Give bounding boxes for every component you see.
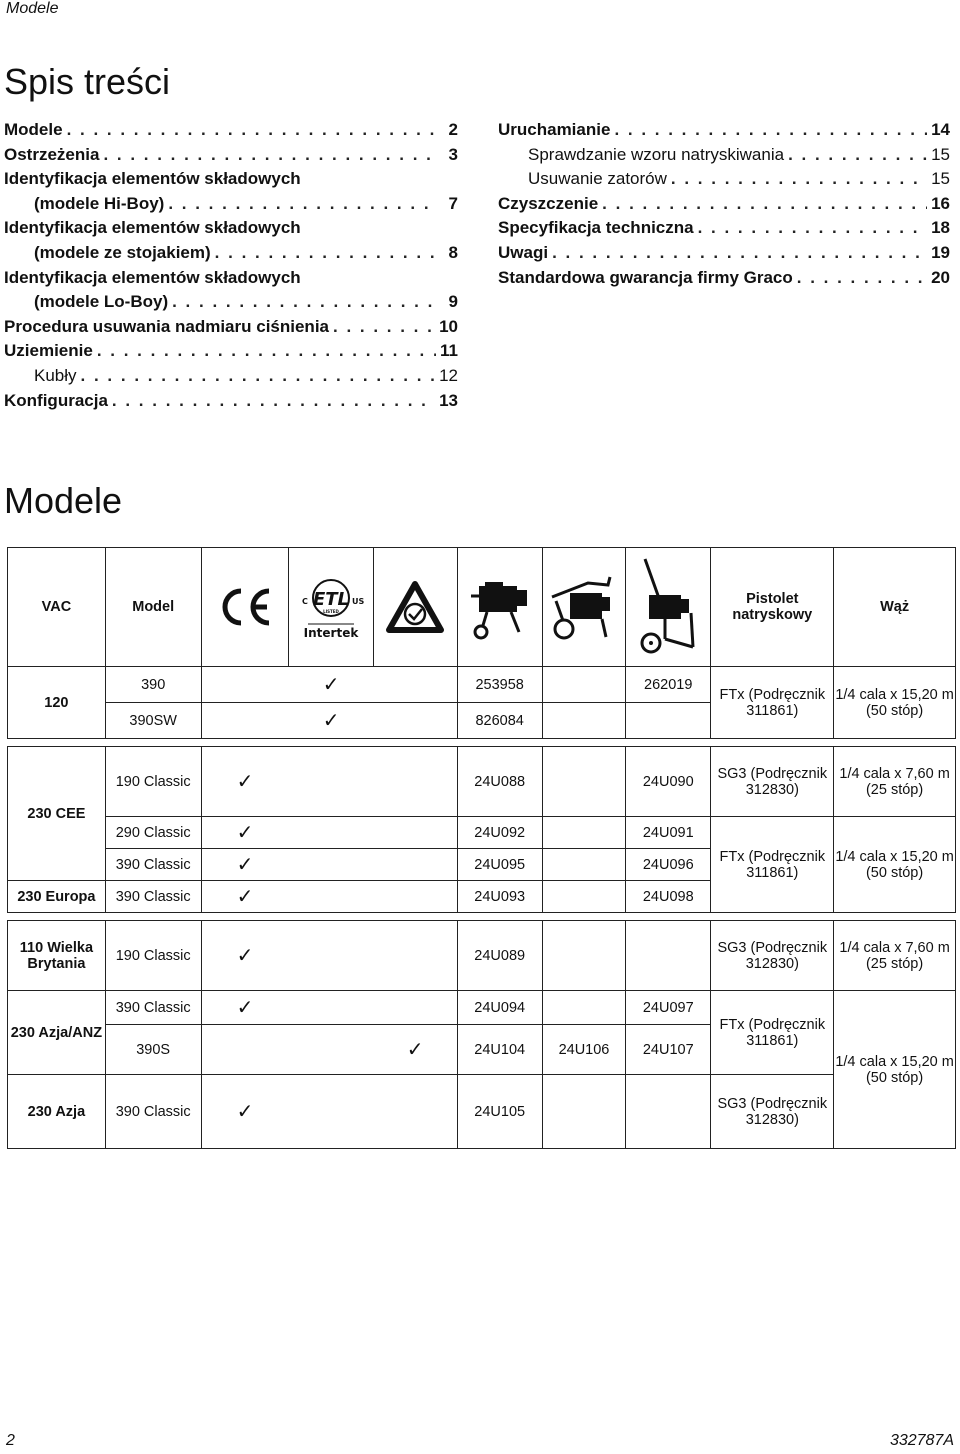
toc-leader-dots	[81, 364, 436, 389]
document-number: 332787A	[889, 1432, 954, 1449]
toc-page-number: 12	[439, 365, 458, 385]
svg-text:ETL: ETL	[313, 589, 350, 610]
ce-check-icon: ✓	[201, 817, 288, 849]
toc-entry[interactable]	[4, 364, 458, 389]
toc-entry[interactable]	[4, 143, 458, 168]
hi-boy-sprayer-icon	[626, 548, 711, 667]
toc-entry-label: Procedura usuwania nadmiaru ciśnienia	[4, 316, 329, 336]
toc-entry[interactable]	[4, 339, 458, 364]
toc-entry[interactable]	[498, 167, 950, 192]
toc-leader-dots	[333, 315, 435, 340]
vac-cell: 120	[8, 667, 106, 739]
toc-leader-dots	[97, 339, 436, 364]
toc-page-number: 20	[931, 267, 950, 287]
toc-entry[interactable]	[4, 192, 458, 217]
models-table	[7, 547, 956, 1149]
toc-page-number: 3	[448, 144, 458, 164]
toc-entry[interactable]	[4, 315, 458, 340]
toc-entry[interactable]	[498, 241, 950, 266]
vac-cell: 230 Europa	[8, 881, 106, 913]
ce-check-icon: ✓	[201, 747, 288, 817]
ce-check-icon: ✓	[201, 921, 288, 991]
hi-boy-part-cell: 24U097	[626, 991, 711, 1025]
toc-entry-label: Usuwanie zatorów	[528, 169, 667, 189]
toc-entry-label: Czyszczenie	[498, 193, 599, 213]
toc-page-number: 2	[448, 120, 458, 139]
etl-check-icon: ✓	[288, 667, 373, 703]
toc-leader-dots	[168, 192, 436, 217]
svg-text:Intertek: Intertek	[303, 626, 359, 640]
toc-leader-dots	[602, 192, 927, 217]
toc-entry[interactable]	[498, 216, 950, 241]
toc-entry-label: Specyfikacja techniczna	[498, 218, 694, 238]
gun-cell: FTx (Podręcznik 311861)	[711, 667, 834, 739]
toc-entry[interactable]	[4, 290, 458, 315]
toc-page-number: 8	[448, 242, 458, 262]
hose-cell: 1/4 cala x 15,20 m (50 stóp)	[834, 667, 956, 739]
toc-entry-label: Modele	[4, 120, 63, 139]
toc-title: Spis treści	[4, 61, 171, 102]
toc-entry-label: (modele Lo-Boy)	[34, 292, 169, 312]
toc-page-number: 9	[448, 292, 458, 312]
model-cell: 390 Classic	[105, 849, 201, 881]
lo-boy-part-cell: 24U104	[457, 1025, 542, 1075]
toc-leader-dots	[172, 290, 436, 315]
toc-leader-dots	[614, 118, 927, 143]
toc-entry-label: Identyfikacja elementów składowych	[4, 169, 301, 189]
model-cell: 390 Classic	[105, 991, 201, 1025]
toc-entry-label: Uruchamianie	[498, 120, 611, 139]
hi-boy-part-cell: 24U096	[626, 849, 711, 881]
lo-boy-part-cell: 24U088	[457, 747, 542, 817]
lo-boy-part-cell: 253958	[457, 667, 542, 703]
model-cell: 390 Classic	[105, 1075, 201, 1149]
model-cell: 290 Classic	[105, 817, 201, 849]
hose-cell: 1/4 cala x 15,20 m (50 stóp)	[834, 817, 956, 913]
model-cell: 390S	[105, 1025, 201, 1075]
lo-boy-part-cell: 826084	[457, 703, 542, 739]
svg-text:US: US	[352, 597, 365, 606]
model-cell: 390SW	[105, 703, 201, 739]
lo-boy-part-cell: 24U095	[457, 849, 542, 881]
rcm-check-icon: ✓	[374, 1025, 457, 1075]
page-number: 2	[6, 1432, 15, 1449]
vac-cell: 110 Wielka Brytania	[8, 921, 106, 991]
toc-entry-label: Ostrzeżenia	[4, 144, 100, 164]
toc-entry[interactable]	[4, 389, 458, 414]
gun-cell: SG3 (Podręcznik 312830)	[711, 747, 834, 817]
etl-check-icon: ✓	[288, 703, 373, 739]
vac-cell: 230 Azja	[8, 1075, 106, 1149]
header-hose: Wąż	[834, 548, 956, 667]
toc-entry[interactable]	[498, 266, 950, 291]
etl-listed-mark-icon	[288, 548, 373, 667]
gun-cell: FTx (Podręcznik 311861)	[711, 991, 834, 1075]
toc-leader-dots	[797, 266, 927, 291]
running-header: Modele	[6, 0, 59, 17]
ce-mark-icon	[201, 548, 288, 667]
lo-boy-part-cell: 24U092	[457, 817, 542, 849]
toc-page-number: 19	[931, 242, 950, 262]
gun-cell: FTx (Podręcznik 311861)	[711, 817, 834, 913]
hose-cell: 1/4 cala x 7,60 m (25 stóp)	[834, 921, 956, 991]
toc-entry-label: (modele ze stojakiem)	[34, 242, 211, 262]
toc-leader-dots	[552, 241, 927, 266]
toc-leader-dots	[112, 389, 435, 414]
toc-leader-dots	[103, 143, 436, 168]
lo-boy-part-cell: 24U105	[457, 1075, 542, 1149]
ce-check-icon: ✓	[201, 881, 288, 913]
toc-leader-dots	[788, 143, 927, 168]
toc-leader-dots	[698, 216, 927, 241]
header-spray-gun: Pistolet natryskowy	[711, 548, 834, 667]
header-model: Model	[105, 548, 201, 667]
toc-entry-label: Uwagi	[498, 242, 549, 262]
toc-entry-label: Standardowa gwarancja firmy Graco	[498, 267, 793, 287]
toc-page-number: 15	[931, 169, 950, 189]
toc-entry[interactable]	[498, 118, 950, 143]
header-vac: VAC	[8, 548, 106, 667]
toc-page-number: 13	[439, 390, 458, 410]
toc-entry-label: (modele Hi-Boy)	[34, 193, 165, 213]
gun-cell: SG3 (Podręcznik 312830)	[711, 1075, 834, 1149]
model-cell: 190 Classic	[105, 921, 201, 991]
toc-page-number: 15	[931, 144, 950, 164]
stand-part-cell: 24U106	[542, 1025, 625, 1075]
lo-boy-part-cell: 24U094	[457, 991, 542, 1025]
toc-entry[interactable]	[498, 192, 950, 217]
toc-right-column	[498, 118, 950, 290]
toc-entry-label: Uziemienie	[4, 341, 93, 361]
toc-leader-dots	[215, 241, 436, 266]
model-cell: 390	[105, 667, 201, 703]
toc-entry[interactable]	[498, 143, 950, 168]
model-cell: 190 Classic	[105, 747, 201, 817]
hi-boy-part-cell: 262019	[626, 667, 711, 703]
ce-check-icon: ✓	[201, 849, 288, 881]
stand-sprayer-icon	[542, 548, 625, 667]
toc-leader-dots	[671, 167, 927, 192]
toc-page-number: 11	[440, 341, 458, 361]
toc-entry-label: Konfiguracja	[4, 390, 108, 410]
ce-check-icon: ✓	[201, 1075, 288, 1149]
gun-cell: SG3 (Podręcznik 312830)	[711, 921, 834, 991]
toc-entry[interactable]	[4, 241, 458, 266]
toc-entry-label: Kubły	[34, 365, 77, 385]
vac-cell: 230 CEE	[8, 747, 106, 881]
hi-boy-part-cell: 24U090	[626, 747, 711, 817]
model-cell: 390 Classic	[105, 881, 201, 913]
toc-left-column	[4, 118, 458, 413]
toc-leader-dots	[67, 118, 436, 143]
ce-check-icon: ✓	[201, 991, 288, 1025]
vac-cell: 230 Azja/ANZ	[8, 991, 106, 1075]
hi-boy-part-cell: 24U098	[626, 881, 711, 913]
hose-cell: 1/4 cala x 15,20 m (50 stóp)	[834, 991, 956, 1149]
toc-page-number: 7	[448, 193, 458, 213]
models-title: Modele	[4, 480, 123, 521]
toc-entry-label: Identyfikacja elementów składowych	[4, 267, 301, 287]
toc-entry[interactable]	[4, 118, 458, 143]
toc-entry-label: Identyfikacja elementów składowych	[4, 218, 301, 238]
lo-boy-sprayer-icon	[457, 548, 542, 667]
toc-page-number: 18	[931, 218, 950, 238]
toc-page-number: 16	[931, 193, 950, 213]
hi-boy-part-cell: 24U107	[626, 1025, 711, 1075]
svg-text:LISTED: LISTED	[323, 609, 339, 614]
toc-page-number: 14	[931, 120, 950, 139]
toc-page-number: 10	[439, 316, 458, 336]
svg-text:C: C	[302, 597, 308, 606]
toc-entry-label: Sprawdzanie wzoru natryskiwania	[528, 144, 785, 164]
lo-boy-part-cell: 24U093	[457, 881, 542, 913]
hose-cell: 1/4 cala x 7,60 m (25 stóp)	[834, 747, 956, 817]
lo-boy-part-cell: 24U089	[457, 921, 542, 991]
hi-boy-part-cell: 24U091	[626, 817, 711, 849]
rcm-mark-icon	[374, 548, 457, 667]
